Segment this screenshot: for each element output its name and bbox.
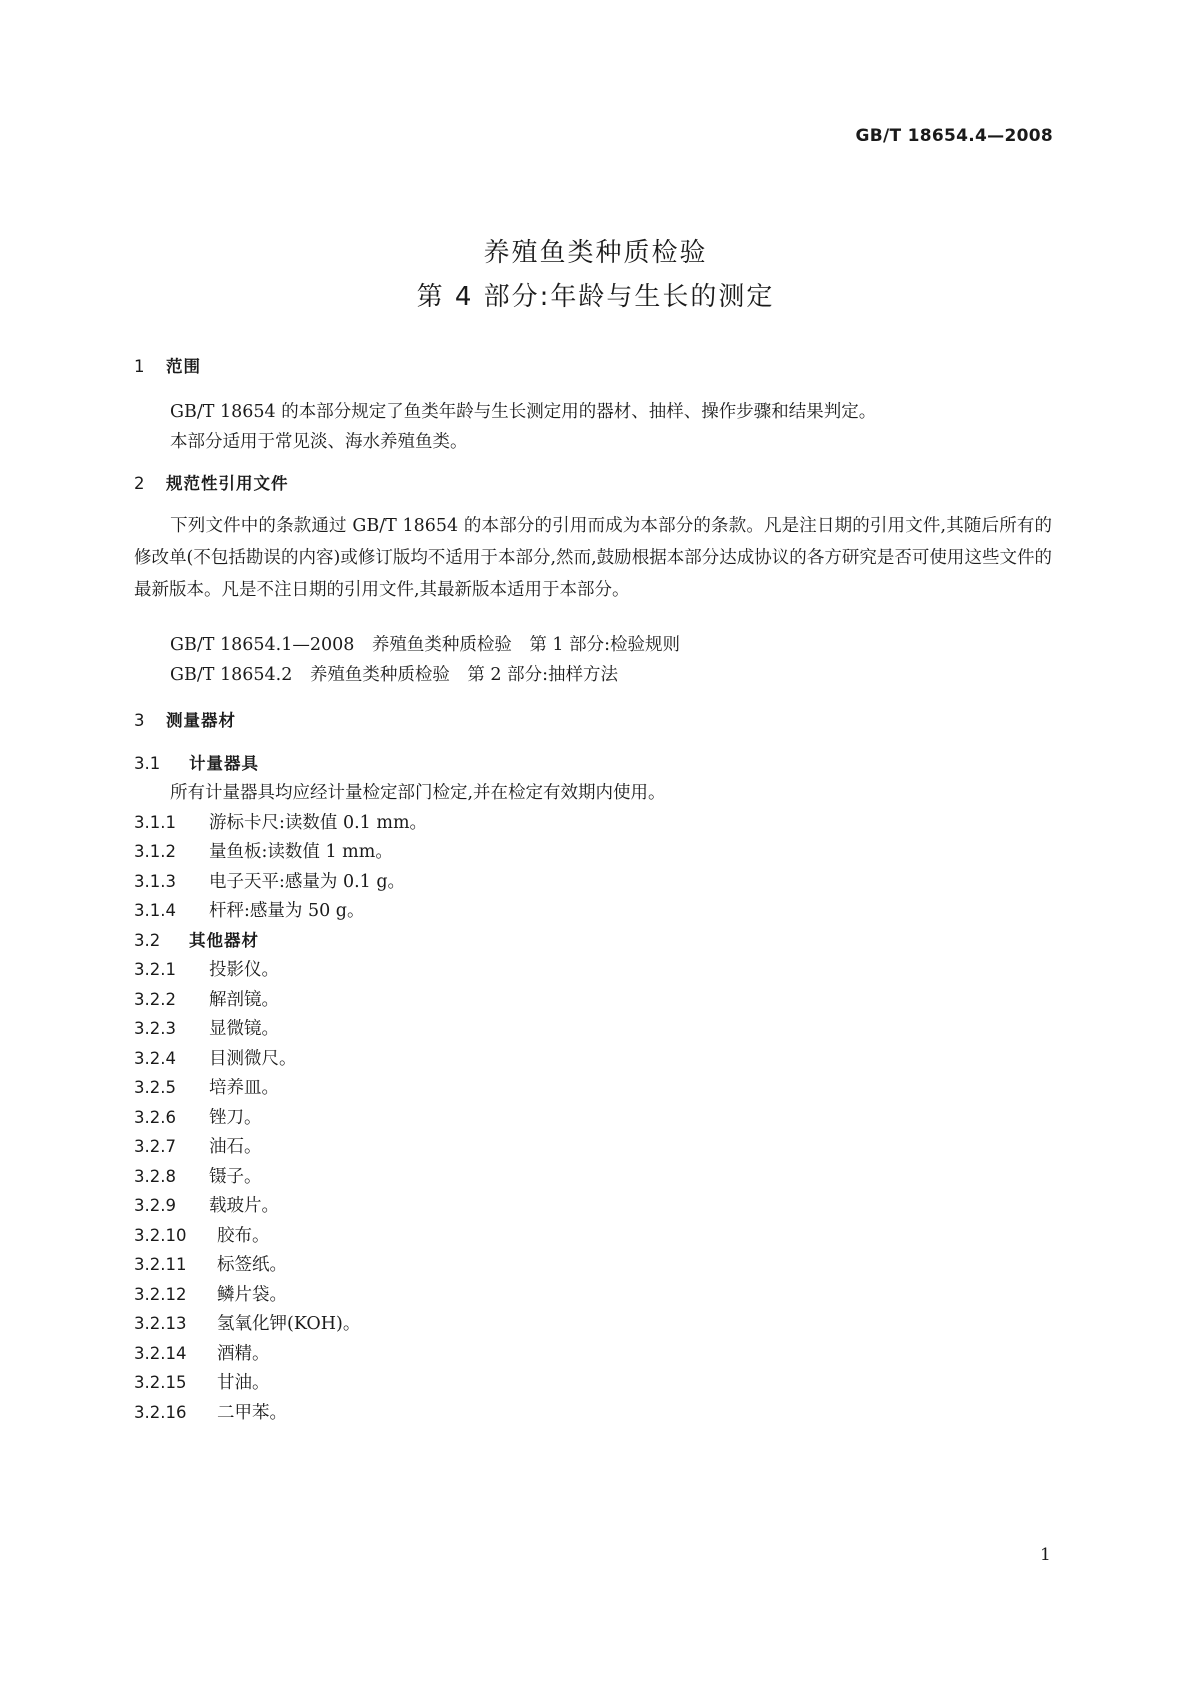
list-item (134, 1133, 262, 1158)
item-number: 3.2.9 (134, 1196, 176, 1215)
subsection-title: 计量器具 (189, 754, 259, 773)
list-item (134, 1399, 287, 1424)
item-text: 标签纸。 (217, 1255, 287, 1275)
item-text: 游标卡尺:读数值 0.1 mm。 (209, 813, 428, 833)
list-item (134, 1310, 360, 1335)
section-number: 1 (134, 357, 145, 376)
item-number: 3.2.1 (134, 960, 176, 979)
list-item (134, 1192, 279, 1217)
item-number: 3.2.5 (134, 1078, 176, 1097)
reference-item: GB/T 18654.2 养殖鱼类种质检验 第 2 部分:抽样方法 (170, 665, 618, 685)
subsection-3-1-heading (134, 750, 259, 774)
item-number: 3.2.12 (134, 1285, 187, 1304)
subsection-3-1-paragraph: 所有计量器具均应经计量检定部门检定,并在检定有效期内使用。 (170, 783, 666, 803)
section-title: 测量器材 (166, 711, 236, 730)
item-text: 酒精。 (217, 1344, 270, 1364)
list-item (134, 986, 279, 1011)
section-2-paragraph-text: 下列文件中的条款通过 GB/T 18654 的本部分的引用而成为本部分的条款。凡是注日期的引用文件,其随后所有的修改单(不包括勘误的内容)或修订版均不适用于本部分,然而,鼓励根据本部分达成协议的各方研究是否可使用这些文件的最新版本。凡是不注日期的引用文件,其最新版本适用于本部分。 (134, 516, 1052, 600)
item-text: 培养皿。 (209, 1078, 279, 1098)
list-item (134, 809, 427, 834)
item-text: 目测微尺。 (209, 1049, 297, 1069)
list-item (134, 897, 365, 922)
item-number: 3.2.15 (134, 1373, 187, 1392)
item-number: 3.2.11 (134, 1255, 187, 1274)
item-number: 3.2.16 (134, 1403, 187, 1422)
item-text: 投影仪。 (209, 960, 279, 980)
list-item (134, 1222, 270, 1247)
item-number: 3.1.2 (134, 842, 176, 861)
section-number: 2 (134, 474, 145, 493)
list-item (134, 1340, 270, 1365)
item-number: 3.2.3 (134, 1019, 176, 1038)
section-title: 范围 (166, 357, 201, 376)
subsection-number: 3.1 (134, 754, 161, 773)
section-title: 规范性引用文件 (166, 474, 289, 493)
section-number: 3 (134, 711, 145, 730)
list-item (134, 1281, 287, 1306)
list-item (134, 868, 405, 893)
item-text: 氢氧化钾(KOH)。 (217, 1314, 361, 1334)
item-text: 胶布。 (217, 1226, 270, 1246)
section-1-paragraph-1: GB/T 18654 的本部分规定了鱼类年龄与生长测定用的器材、抽样、操作步骤和结果判定。 (170, 402, 877, 422)
item-text: 量鱼板:读数值 1 mm。 (209, 842, 393, 862)
item-text: 杆秤:感量为 50 g。 (209, 901, 365, 921)
item-text: 显微镜。 (209, 1019, 279, 1039)
list-item (134, 1251, 287, 1276)
item-number: 3.2.7 (134, 1137, 176, 1156)
subsection-3-2-heading (134, 927, 259, 951)
document-title: 养殖鱼类种质检验 (483, 238, 708, 268)
list-item (134, 956, 279, 981)
item-text: 电子天平:感量为 0.1 g。 (209, 872, 406, 892)
item-number: 3.2.8 (134, 1167, 176, 1186)
item-text: 油石。 (209, 1137, 262, 1157)
standard-code: GB/T 18654.4—2008 (855, 126, 1053, 146)
list-item (134, 1045, 297, 1070)
item-text: 鳞片袋。 (217, 1285, 287, 1305)
item-number: 3.1.1 (134, 813, 176, 832)
item-text: 甘油。 (217, 1373, 270, 1393)
item-number: 3.2.2 (134, 990, 176, 1009)
item-number: 3.2.10 (134, 1226, 187, 1245)
list-item (134, 838, 393, 863)
list-item (134, 1074, 279, 1099)
item-text: 载玻片。 (209, 1196, 279, 1216)
item-number: 3.1.4 (134, 901, 176, 920)
section-1-heading (134, 353, 201, 377)
item-number: 3.2.6 (134, 1108, 176, 1127)
subsection-title: 其他器材 (189, 931, 259, 950)
item-text: 二甲苯。 (217, 1403, 287, 1423)
reference-item: GB/T 18654.1—2008 养殖鱼类种质检验 第 1 部分:检验规则 (170, 635, 681, 655)
subsection-number: 3.2 (134, 931, 161, 950)
list-item (134, 1369, 270, 1394)
item-number: 3.1.3 (134, 872, 176, 891)
section-3-heading (134, 707, 236, 731)
item-number: 3.2.4 (134, 1049, 176, 1068)
section-2-heading (134, 470, 289, 494)
item-text: 镊子。 (209, 1167, 262, 1187)
section-1-paragraph-2: 本部分适用于常见淡、海水养殖鱼类。 (170, 432, 468, 452)
item-text: 解剖镜。 (209, 990, 279, 1010)
page-number: 1 (1040, 1545, 1051, 1565)
list-item (134, 1104, 262, 1129)
item-text: 锉刀。 (209, 1108, 262, 1128)
list-item (134, 1015, 279, 1040)
document-subtitle: 第 4 部分:年龄与生长的测定 (416, 282, 775, 312)
item-number: 3.2.14 (134, 1344, 187, 1363)
section-2-paragraph (134, 510, 1052, 606)
list-item (134, 1163, 262, 1188)
item-number: 3.2.13 (134, 1314, 187, 1333)
